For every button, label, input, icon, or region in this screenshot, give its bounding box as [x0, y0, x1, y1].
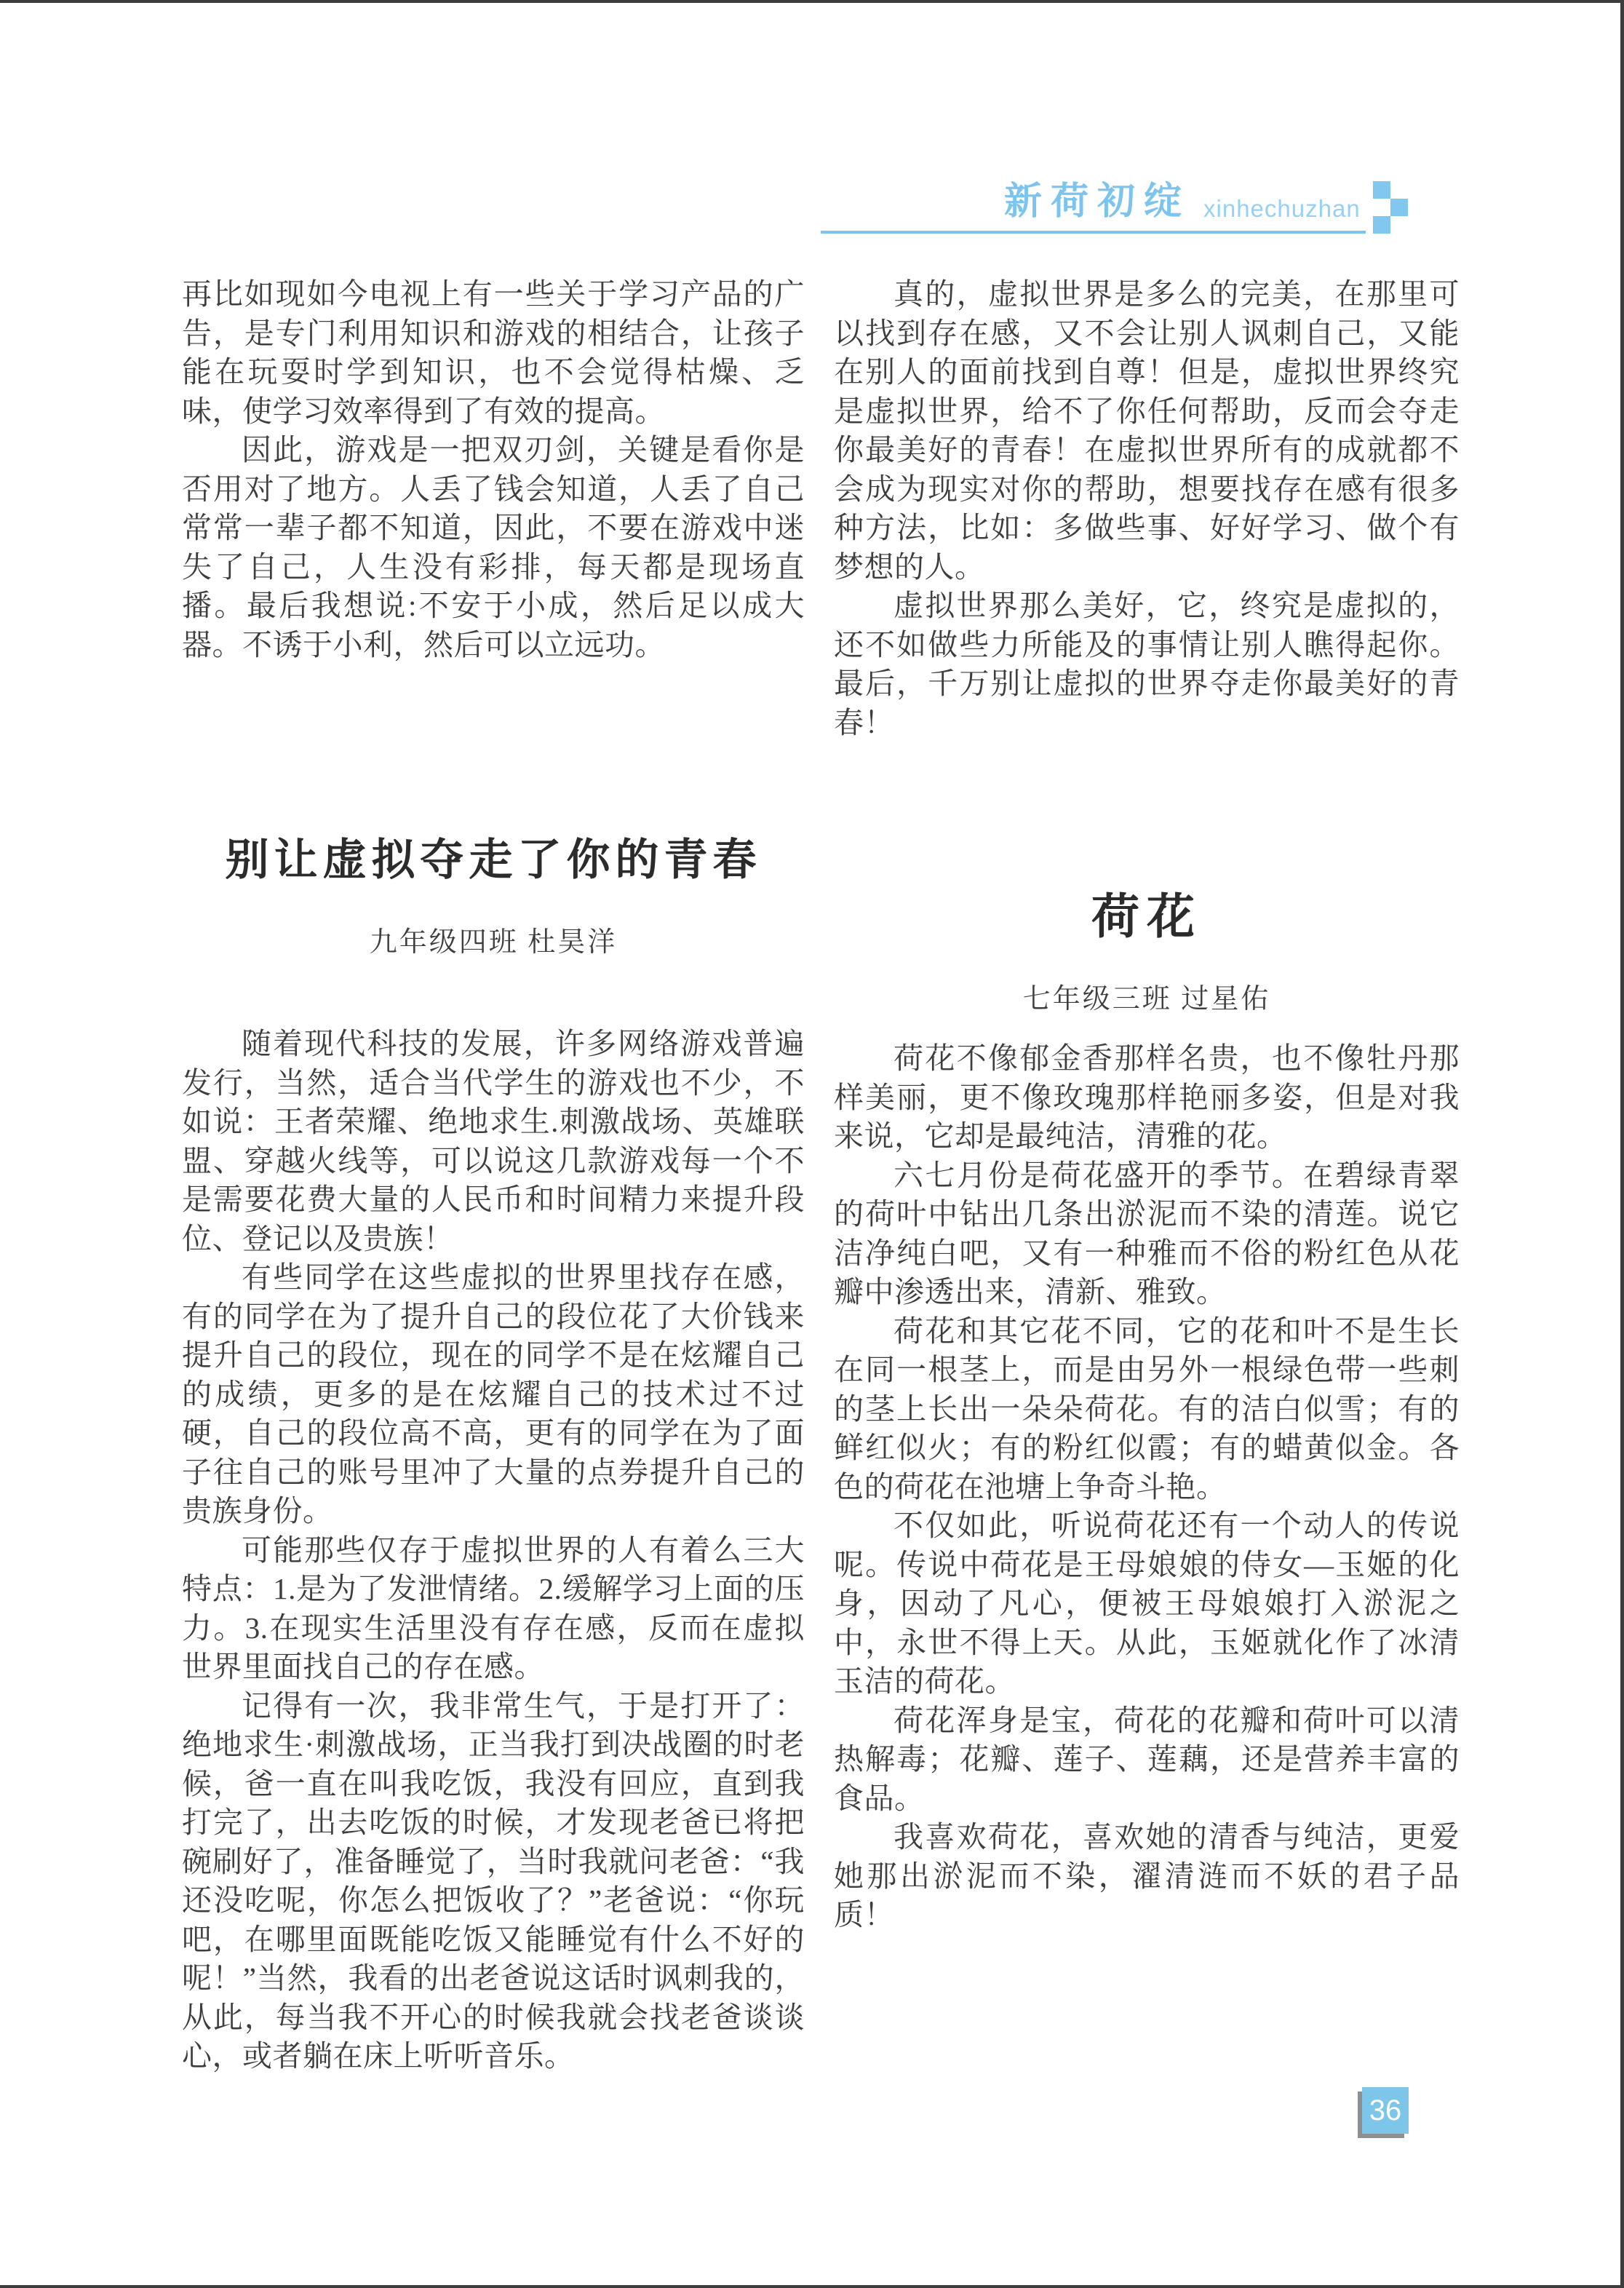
header-underline	[821, 231, 1366, 234]
paragraph: 虚拟世界那么美好，它，终究是虚拟的，还不如做些力所能及的事情让别人瞧得起你。最后，千万别让虚拟的世界夺走你最美好的青春！	[834, 589, 1460, 739]
pixel-square-icon	[1373, 216, 1390, 234]
paragraph: 可能那些仅存于虚拟世界的人有着么三大特点：1.是为了发泄情绪。2.缓解学习上面的压力。3.在现实生活里没有存在感，反而在虚拟世界里面找自己的存在感。	[182, 1533, 805, 1683]
paragraph: 不仅如此，听说荷花还有一个动人的传说呢。传说中荷花是王母娘娘的侍女—玉姬的化身，因动了凡心，便被王母娘娘打入淤泥之中，永世不得上天。从此，玉姬就化作了冰清玉洁的荷花。	[834, 1509, 1460, 1698]
article-title-virtual: 别让虚拟夺走了你的青春	[225, 836, 762, 884]
paragraph: 因此，游戏是一把双刃剑，关键是看你是否用对了地方。人丢了钱会知道，人丢了自己常常一辈子都不知道，因此，不要在游戏中迷失了自己，人生没有彩排，每天都是现场直播。最后我想说:不安于小成，然后足以成大器。不诱于小利，然后可以立远功。	[182, 433, 805, 662]
paragraph: 荷花和其它花不同，它的花和叶不是生长在同一根茎上，而是由另外一根绿色带一些刺的茎上长出一朵朵荷花。有的洁白似雪；有的鲜红似火；有的粉红似霞；有的蜡黄似金。各色的荷花在池塘上争奇斗艳。	[834, 1314, 1460, 1504]
pixel-squares-icon	[1373, 181, 1409, 234]
continuation-column-left	[182, 275, 805, 664]
article-body-virtual	[182, 1025, 805, 2076]
article-body-lotus	[834, 1039, 1460, 1935]
masthead-pinyin-text: xinhechuzhan	[1203, 195, 1361, 222]
masthead-brand-text: 新荷初绽	[1004, 180, 1191, 223]
article-author-lotus: 七年级三班 过星佑	[1022, 984, 1271, 1014]
page-number: 36	[1369, 2094, 1402, 2126]
paragraph: 有些同学在这些虚拟的世界里找存在感，有的同学在为了提升自己的段位花了大价钱来提升自己的段位，现在的同学不是在炫耀自己的成绩，更多的是在炫耀自己的技术过不过硬，自己的段位高不高，更有的同学在为了面子往自己的账号里冲了大量的点券提升自己的贵族身份。	[182, 1260, 805, 1528]
continuation-column-right	[834, 275, 1460, 742]
article-author-virtual: 九年级四班 杜昊洋	[369, 927, 618, 958]
paragraph: 再比如现如今电视上有一些关于学习产品的广告，是专门利用知识和游戏的相结合，让孩子能在玩耍时学到知识，也不会觉得枯燥、乏味，使学习效率得到了有效的提高。	[182, 277, 805, 428]
paragraph: 随着现代科技的发展，许多网络游戏普遍发行，当然，适合当代学生的游戏也不少，不如说：王者荣耀、绝地求生.刺激战场、英雄联盟、穿越火线等，可以说这几款游戏每一个不是需要花费大量的人民币和时间精力来提升段位、登记以及贵族！	[182, 1027, 805, 1255]
paragraph: 记得有一次，我非常生气，于是打开了：绝地求生·刺激战场，正当我打到决战圈的时老候，爸一直在叫我吃饭，我没有回应，直到我打完了，出去吃饭的时候，才发现老爸已将把碗刷好了，准备睡觉了，当时我就问老爸：“我还没吃呢，你怎么把饭收了？”老爸说：“你玩吧，在哪里面既能吃饭又能睡觉有什么不好的呢！”当然，我看的出老爸说这话时讽刺我的，从此，每当我不开心的时候我就会找老爸谈谈心，或者躺在床上听听音乐。	[182, 1688, 805, 2073]
pixel-square-icon	[1373, 181, 1390, 199]
pixel-square-icon	[1390, 199, 1408, 216]
paragraph: 六七月份是荷花盛开的季节。在碧绿青翠的荷叶中钻出几条出淤泥而不染的清莲。说它洁净纯白吧，又有一种雅而不俗的粉红色从花瓣中渗透出来，清新、雅致。	[834, 1158, 1460, 1308]
scan-edge-top	[0, 0, 1624, 3]
masthead	[1004, 180, 1361, 223]
scan-edge-right	[1620, 0, 1624, 2288]
page-header	[821, 175, 1412, 240]
paragraph: 荷花不像郁金香那样名贵，也不像牡丹那样美丽，更不像玫瑰那样艳丽多姿，但是对我来说，它却是最纯洁，清雅的花。	[834, 1041, 1460, 1153]
article-title-lotus: 荷花	[1091, 891, 1202, 944]
paragraph: 真的，虚拟世界是多么的完美，在那里可以找到存在感，又不会让别人讽刺自己，又能在别人的面前找到自尊！但是，虚拟世界终究是虚拟世界，给不了你任何帮助，反而会夺走你最美好的青春！在虚拟世界所有的成就都不会成为现实对你的帮助，想要找存在感有很多种方法，比如：多做些事、好好学习、做个有梦想的人。	[834, 277, 1460, 584]
paragraph: 我喜欢荷花，喜欢她的清香与纯洁，更爱她那出淤泥而不染，濯清涟而不妖的君子品质！	[834, 1820, 1460, 1931]
paragraph: 荷花浑身是宝，荷花的花瓣和荷叶可以清热解毒；花瓣、莲子、莲藕，还是营养丰富的食品。	[834, 1703, 1460, 1815]
page-number-badge	[1362, 2087, 1409, 2134]
scan-edge-bottom	[0, 2285, 1624, 2288]
